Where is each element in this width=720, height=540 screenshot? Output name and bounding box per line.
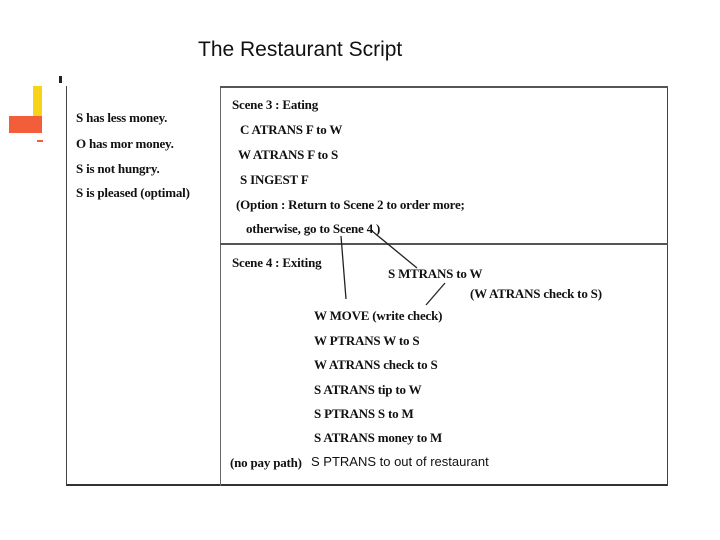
no-pay-label: (no pay path) [230,455,302,470]
scene4-mtrans-note: (W ATRANS check to S) [470,286,602,301]
mtrans-note-line [426,283,445,305]
result-line: S is not hungry. [76,161,160,176]
scene4-line: S PTRANS S to M [314,406,414,421]
scene4-to-write-check-line [341,236,346,299]
scene4-line: S ATRANS tip to W [314,382,422,397]
scene4-line: S ATRANS money to M [314,430,443,445]
scene4-line: W MOVE (write check) [314,308,443,323]
scene4-mtrans: S MTRANS to W [388,266,483,281]
scene3-line: C ATRANS F to W [240,122,343,137]
result-line: S has less money. [76,110,168,125]
scene3-option: (Option : Return to Scene 2 to order more; [236,197,465,212]
option-to-mtrans-line [372,231,417,268]
scene3-heading: Scene 3 : Eating [232,97,318,112]
scene4-line: W ATRANS check to S [314,357,438,372]
result-line: S is pleased (optimal) [76,185,190,200]
result-line: O has mor money. [76,136,174,151]
no-pay-text: S PTRANS to out of restaurant [311,454,489,469]
scene4-line: W PTRANS W to S [314,333,420,348]
scene3-line: W ATRANS F to S [238,147,339,162]
scene3-line: S INGEST F [240,172,309,187]
slide-title: The Restaurant Script [198,38,403,61]
scene4-heading: Scene 4 : Exiting [232,255,322,270]
scene3-option-cont: otherwise, go to Scene 4 ) [246,221,381,236]
